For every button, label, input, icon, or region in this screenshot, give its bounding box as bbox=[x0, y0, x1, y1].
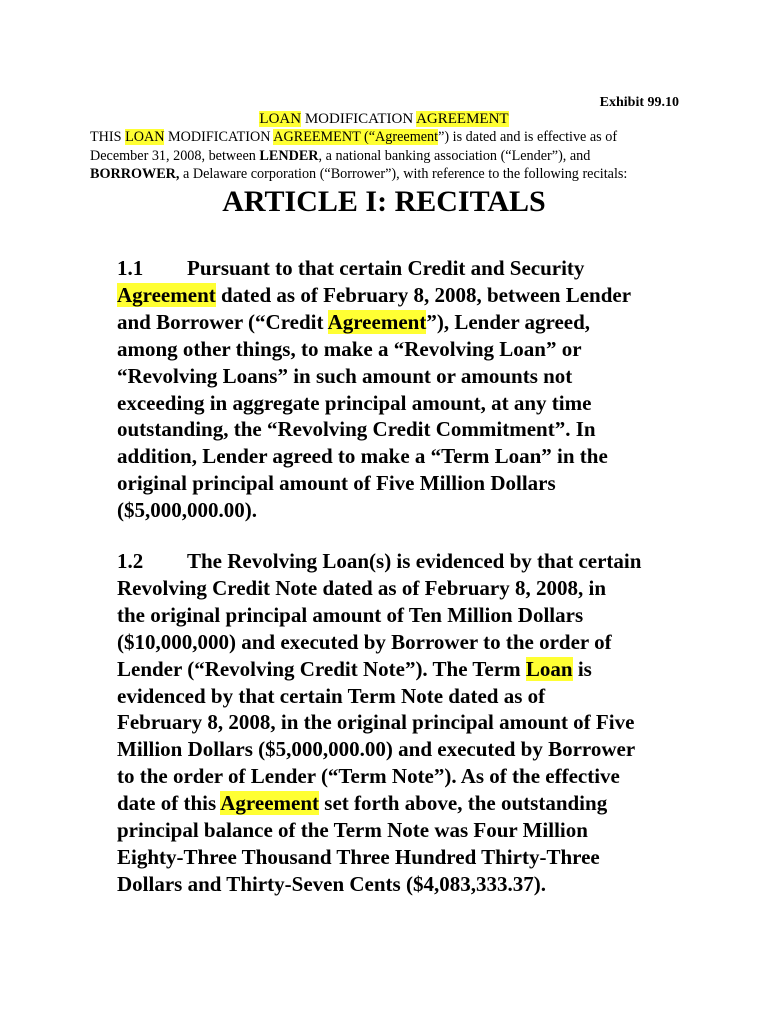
section-number: 1.2 bbox=[117, 549, 144, 573]
intro-line bbox=[90, 128, 690, 147]
para-text: Lender (“Revolving Credit Note”). The Term bbox=[117, 656, 526, 681]
para-text: dated as of February 8, 2008, between Lender bbox=[215, 282, 632, 307]
para-line: among other things, to make a “Revolving Loan” or bbox=[117, 336, 582, 361]
intro-text: a Delaware corporation (“Borrower”), with reference to the following recitals: bbox=[179, 166, 628, 182]
para-line: principal balance of the Term Note was Four Million bbox=[117, 818, 588, 843]
para-line: Million Dollars ($5,000,000.00) and executed by Borrower bbox=[117, 737, 636, 762]
article-heading: ARTICLE I: RECITALS bbox=[222, 185, 546, 218]
intro-text: ”) is dated and is effective as of bbox=[438, 129, 618, 145]
title-modification: MODIFICATION bbox=[301, 111, 417, 127]
para-line bbox=[117, 790, 697, 817]
intro-text: December 31, 2008, between bbox=[90, 147, 260, 164]
agreement-highlight: Agreement bbox=[117, 282, 216, 307]
intro-text: THIS bbox=[90, 129, 126, 145]
exhibit-label: Exhibit 99.10 bbox=[599, 95, 679, 110]
para-line: original principal amount of Five Million Dollars bbox=[117, 471, 556, 496]
para-line: Eighty-Three Thousand Three Hundred Thirty-Three bbox=[117, 844, 600, 869]
intro-paragraph bbox=[90, 128, 690, 184]
title-loan-highlight: LOAN bbox=[259, 111, 302, 127]
intro-line bbox=[90, 147, 690, 166]
para-line: exceeding in aggregate principal amount, at any time bbox=[117, 390, 592, 415]
para-line: ($5,000,000.00). bbox=[117, 498, 257, 523]
agreement-highlight: Agreement bbox=[220, 791, 320, 816]
para-line: February 8, 2008, in the original principal amount of Five bbox=[117, 710, 635, 735]
para-line bbox=[117, 548, 697, 575]
title-agreement-highlight: AGREEMENT bbox=[416, 111, 509, 127]
section-number: 1.1 bbox=[117, 256, 144, 280]
para-line: “Revolving Loans” in such amount or amounts not bbox=[117, 363, 573, 388]
intro-loan-highlight: LOAN bbox=[125, 129, 165, 145]
para-line: Dollars and Thirty-Seven Cents ($4,083,333.37). bbox=[117, 871, 546, 896]
para-line: addition, Lender agreed to make a “Term Loan” in the bbox=[117, 444, 608, 469]
para-text: and Borrower (“Credit bbox=[117, 309, 328, 334]
document-title bbox=[0, 110, 768, 128]
para-line bbox=[117, 309, 697, 336]
para-line bbox=[117, 255, 697, 282]
para-text: set forth above, the outstanding bbox=[319, 791, 608, 816]
para-text: Pursuant to that certain Credit and Security bbox=[187, 256, 585, 280]
para-line: the original principal amount of Ten Million Dollars bbox=[117, 602, 584, 627]
para-line bbox=[117, 282, 697, 309]
para-line: evidenced by that certain Term Note dated as of bbox=[117, 683, 546, 708]
para-text: The Revolving Loan(s) is evidenced by that certain bbox=[187, 549, 642, 573]
para-line: to the order of Lender (“Term Note”). As of the effective bbox=[117, 764, 620, 789]
para-line: ($10,000,000) and executed by Borrower to the order of bbox=[117, 629, 612, 654]
para-line bbox=[117, 656, 697, 683]
para-text: ”), Lender agreed, bbox=[426, 309, 591, 334]
intro-text: MODIFICATION bbox=[164, 129, 274, 145]
agreement-highlight: Agreement bbox=[327, 309, 427, 334]
para-line: outstanding, the “Revolving Credit Commitment”. In bbox=[117, 417, 596, 442]
section-1-2 bbox=[117, 548, 697, 898]
intro-text: , a national banking association (“Lender”), and bbox=[318, 147, 591, 164]
para-text: is bbox=[572, 656, 592, 681]
lender-name: LENDER bbox=[259, 147, 319, 164]
loan-highlight: Loan bbox=[525, 656, 573, 681]
intro-agreement-highlight: AGREEMENT (“Agreement bbox=[273, 129, 439, 145]
intro-line bbox=[90, 165, 690, 184]
para-text: date of this bbox=[117, 791, 221, 816]
para-line: Revolving Credit Note dated as of February 8, 2008, in bbox=[117, 575, 606, 600]
borrower-name: BORROWER, bbox=[90, 166, 180, 182]
section-1-1 bbox=[117, 255, 697, 524]
